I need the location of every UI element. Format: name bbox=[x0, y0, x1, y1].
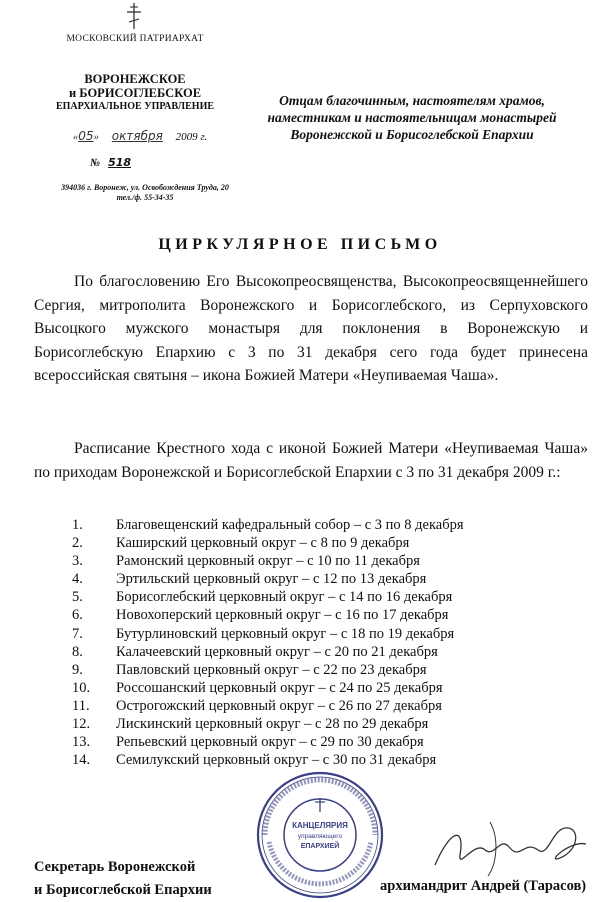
recipients-line-2: наместникам и настоятельницам монастырей bbox=[267, 110, 557, 125]
signatory-position-line-1: Секретарь Воронежской bbox=[34, 859, 196, 875]
schedule-item bbox=[72, 751, 592, 769]
diocese-line-2: и БОРИСОГЛЕБСКОЕ bbox=[68, 86, 202, 100]
address-line: 394036 г. Воронеж, ул. Освобождения Труда, 20 bbox=[61, 183, 229, 192]
letter-date bbox=[25, 129, 255, 143]
letter-number bbox=[90, 156, 131, 169]
schedule-item-number: 2. bbox=[72, 535, 83, 552]
schedule-item-text: Каширский церковный округ – с 8 по 9 декабря bbox=[116, 535, 410, 552]
recipients-line-1: Отцам благочинным, настоятелям храмов, bbox=[279, 93, 545, 108]
schedule-item bbox=[72, 570, 592, 588]
schedule-item bbox=[72, 552, 592, 570]
orthodox-cross-icon bbox=[125, 2, 143, 30]
schedule-item-number: 12. bbox=[72, 716, 91, 733]
schedule-item bbox=[72, 661, 592, 679]
schedule-item bbox=[72, 606, 592, 624]
schedule-item bbox=[72, 625, 592, 643]
schedule-item bbox=[72, 679, 592, 697]
schedule-item-text: Острогожский церковный округ – с 26 по 27 декабря bbox=[116, 697, 442, 714]
address bbox=[30, 183, 260, 203]
stamp-text-3: ЕПАРХИЕЙ bbox=[300, 843, 340, 850]
schedule-item-text: Бутурлиновский церковный округ – с 18 по 19 декабря bbox=[116, 625, 455, 642]
schedule-item-number: 6. bbox=[72, 607, 83, 624]
schedule-item bbox=[72, 588, 592, 606]
schedule-item-number: 14. bbox=[72, 752, 91, 769]
date-year: 2009 г. bbox=[175, 131, 208, 143]
document-title: ЦИРКУЛЯРНОЕ ПИСЬМО bbox=[158, 236, 442, 253]
number-value: 518 bbox=[108, 156, 132, 169]
schedule-item-text: Россошанский церковный округ – с 24 по 25 декабря bbox=[116, 679, 443, 696]
recipients-line-3: Воронежской и Борисоглебской Епархии bbox=[290, 127, 534, 142]
official-stamp bbox=[255, 770, 385, 900]
schedule-item-text: Эртильский церковный округ – с 12 по 13 декабря bbox=[116, 571, 427, 588]
signatory-position bbox=[34, 856, 212, 902]
patriarchate-label: МОСКОВСКИЙ ПАТРИАРХАТ bbox=[66, 34, 204, 44]
paragraph-blessing: По благословению Его Высокопреосвященства, Высокопреосвященнейшего Сергия, митрополита Воронежского и Борисоглебского, из Серпуховского Высоцкого мужского монастыря для поклонения в Воронежскую и Борисоглебскую Епархию с 3 по 31 декабря сего года будет принесена всероссийская святыня – икона Божией Матери «Неупиваемая Чаша». bbox=[34, 273, 588, 384]
stamp-text-1: КАНЦЕЛЯРИЯ bbox=[292, 821, 348, 830]
schedule-item-text: Благовещенский кафедральный собор – с 3 по 8 декабря bbox=[116, 517, 464, 533]
diocese-line-1: ВОРОНЕЖСКОЕ bbox=[84, 72, 186, 86]
date-close-quote: » bbox=[93, 131, 100, 143]
handwritten-signature bbox=[430, 810, 590, 880]
schedule-item-text: Борисоглебский церковный округ – с 14 по 16 декабря bbox=[116, 589, 453, 606]
diocese-name bbox=[20, 72, 250, 114]
signatory-name: архимандрит Андрей (Тарасов) bbox=[380, 878, 587, 894]
schedule-item-number: 11. bbox=[72, 697, 90, 714]
schedule-item-text: Рамонский церковный округ – с 10 по 11 декабря bbox=[116, 553, 420, 570]
schedule-item-text: Новохоперский церковный округ – с 16 по 17 декабря bbox=[116, 607, 449, 624]
schedule-item bbox=[72, 516, 592, 534]
schedule-list bbox=[72, 516, 592, 769]
schedule-item bbox=[72, 733, 592, 751]
date-open-quote: « bbox=[72, 131, 79, 143]
schedule-item-text: Павловский церковный округ – с 22 по 23 декабря bbox=[116, 661, 427, 678]
schedule-item-text: Семилукский церковный округ – с 30 по 31 декабря bbox=[116, 752, 437, 769]
schedule-item-number: 1. bbox=[72, 517, 83, 533]
schedule-item bbox=[72, 697, 592, 715]
date-month: октября bbox=[111, 129, 163, 143]
recipients-block bbox=[238, 92, 586, 143]
schedule-item-number: 13. bbox=[72, 734, 91, 751]
signatory-position-line-2: и Борисоглебской Епархии bbox=[34, 882, 212, 898]
phone-line: тел./ф. 55-34-35 bbox=[116, 193, 174, 202]
schedule-item bbox=[72, 534, 592, 552]
schedule-item-text: Репьевский церковный округ – с 29 по 30 декабря bbox=[116, 734, 424, 751]
schedule-item bbox=[72, 715, 592, 733]
schedule-item-text: Лискинский церковный округ – с 28 по 29 декабря bbox=[116, 716, 429, 733]
schedule-item-number: 7. bbox=[72, 625, 83, 642]
schedule-item-number: 9. bbox=[72, 661, 83, 678]
diocese-line-3: ЕПАРХИАЛЬНОЕ УПРАВЛЕНИЕ bbox=[55, 101, 215, 112]
schedule-item-number: 8. bbox=[72, 643, 83, 660]
schedule-item-number: 3. bbox=[72, 553, 83, 570]
stamp-text-2: управляющего bbox=[297, 833, 343, 840]
schedule-item-number: 5. bbox=[72, 589, 83, 606]
schedule-item bbox=[72, 643, 592, 661]
paragraph-schedule-intro: Расписание Крестного хода с иконой Божией Матери «Неупиваемая Чаша» по приходам Воронежской и Борисоглебской Епархии с 3 по 31 декабря 2009 г.: bbox=[34, 440, 588, 481]
number-label: № bbox=[90, 157, 101, 169]
schedule-item-text: Калачеевский церковный округ – с 20 по 21 декабря bbox=[116, 643, 438, 660]
date-day: 05 bbox=[78, 129, 94, 143]
schedule-item-number: 10. bbox=[72, 679, 91, 696]
schedule-item-number: 4. bbox=[72, 571, 83, 588]
